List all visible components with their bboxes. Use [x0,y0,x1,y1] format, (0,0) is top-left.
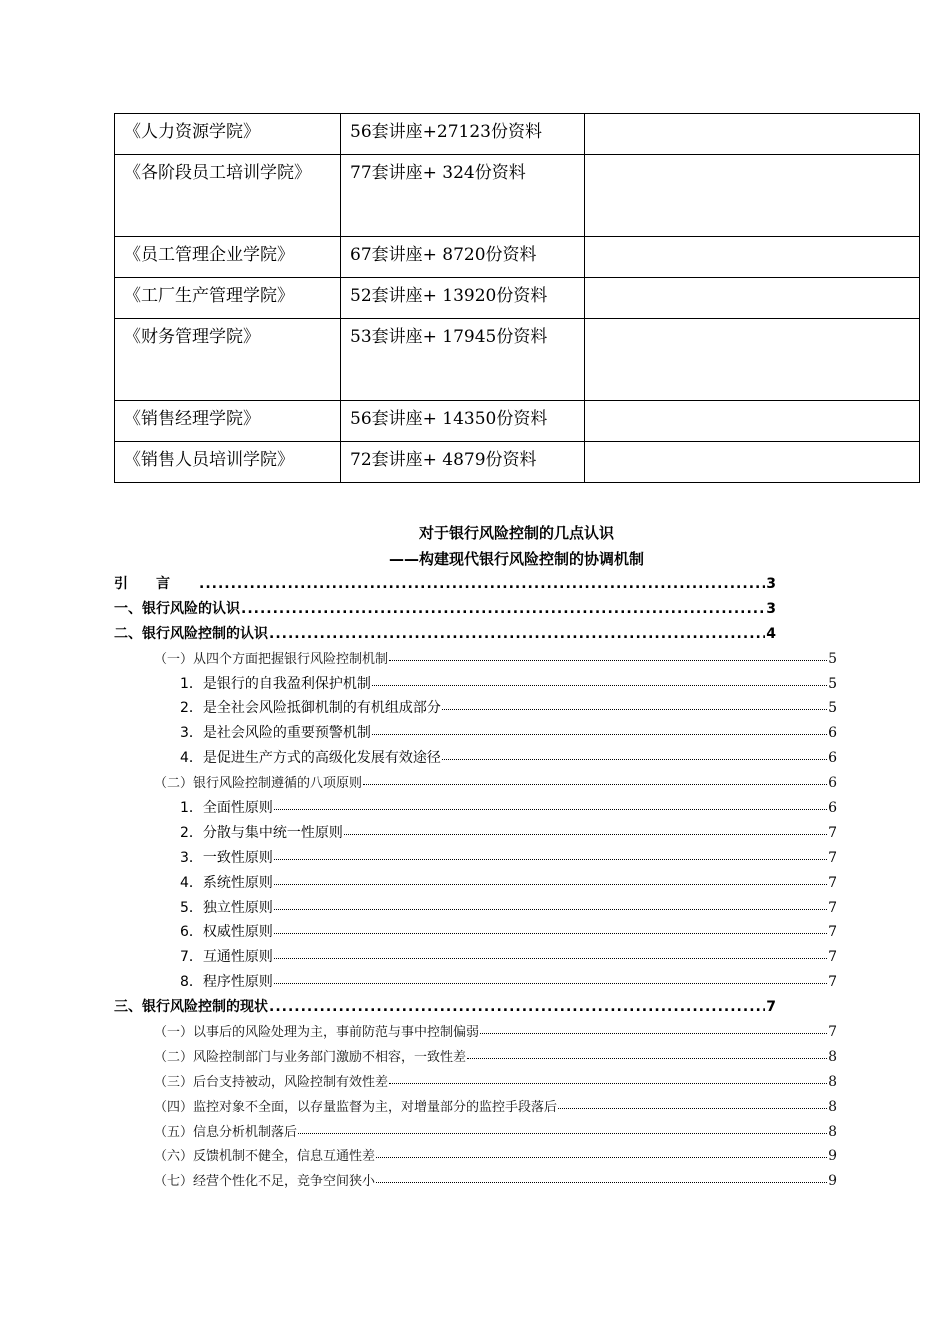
toc-leader-dots [376,1146,827,1160]
empty-cell [585,155,920,237]
toc-entry-label: 引言 [114,576,198,592]
toc-page-number: 6 [828,750,837,767]
toc-entry-label: 一、银行风险的认识 [114,600,240,617]
course-catalog-table [114,113,920,483]
toc-page-number: 9 [828,1173,837,1190]
toc-leader-dots [376,1171,827,1185]
course-detail-cell: 56套讲座+27123份资料 [341,114,585,155]
toc-entry-label: （一）以事后的风险处理为主，事前防范与事中控制偏弱 [154,1025,480,1041]
toc-entry-label: 3．是社会风险的重要预警机制 [180,725,371,742]
toc-page-number: 7 [828,1024,837,1041]
empty-cell [585,319,920,401]
toc-page-number: 7 [766,999,776,1016]
toc-page-number: 6 [828,775,837,792]
table-row [115,155,920,237]
toc-entry-label: 8．程序性原则 [180,974,273,991]
toc-leader-dots [389,1072,827,1086]
toc-leader-dots [274,798,827,812]
toc-entry[interactable] [114,996,776,1021]
toc-entry-label: 4．是促进生产方式的高级化发展有效途径 [180,750,441,767]
toc-leader-dots [274,873,827,887]
table-row [115,114,920,155]
college-name-cell: 《销售人员培训学院》 [115,442,341,483]
toc-page-number: 7 [828,874,837,891]
toc-entry[interactable] [114,673,837,698]
toc-leader-dots [269,626,765,642]
table-row [115,319,920,401]
toc-entry-label: 三、银行风险控制的现状 [114,999,268,1016]
table-row [115,278,920,319]
toc-page-number: 5 [828,675,837,692]
toc-entry[interactable] [114,797,837,822]
toc-leader-dots [241,601,765,617]
toc-page-number: 5 [828,650,837,667]
toc-entry-label: （二）风险控制部门与业务部门激励不相容，一致性差 [154,1049,467,1065]
toc-page-number: 7 [828,924,837,941]
toc-entry[interactable] [114,697,837,722]
empty-cell [585,442,920,483]
toc-entry-label: 2．分散与集中统一性原则 [180,824,343,841]
toc-page-number: 4 [766,625,776,642]
toc-entry-label: （七）经营个性化不足，竞争空间狭小 [154,1174,376,1190]
table-of-contents [114,573,837,1195]
empty-cell [585,114,920,155]
toc-entry[interactable] [114,1096,837,1121]
college-name-cell: 《销售经理学院》 [115,401,341,442]
toc-page-number: 7 [828,899,837,916]
toc-entry[interactable] [114,1046,837,1071]
toc-leader-dots [372,674,827,688]
toc-page-number: 9 [828,1148,837,1165]
toc-page-number: 7 [828,849,837,866]
college-name-cell: 《财务管理学院》 [115,319,341,401]
toc-page-number: 8 [828,1123,837,1140]
toc-entry[interactable] [114,1021,837,1046]
toc-entry-label: 二、银行风险控制的认识 [114,625,268,642]
toc-leader-dots [442,748,827,762]
toc-leader-dots [467,1047,827,1061]
toc-entry[interactable] [114,1121,837,1146]
toc-page-number: 3 [766,576,776,592]
toc-page-number: 7 [828,824,837,841]
toc-leader-dots [274,947,827,961]
toc-leader-dots [274,848,827,862]
toc-entry[interactable] [114,822,837,847]
table-row [115,401,920,442]
toc-page-number: 8 [828,1073,837,1090]
toc-entry[interactable] [114,971,837,996]
course-detail-cell: 72套讲座+ 4879份资料 [341,442,585,483]
toc-page-number: 8 [828,1098,837,1115]
college-name-cell: 《人力资源学院》 [115,114,341,155]
toc-leader-dots [298,1122,827,1136]
toc-entry-label: 2．是全社会风险抵御机制的有机组成部分 [180,700,441,717]
toc-page-number: 8 [828,1048,837,1065]
toc-entry[interactable] [114,946,837,971]
toc-entry-label: 1．是银行的自我盈利保护机制 [180,675,371,692]
toc-entry[interactable] [114,872,837,897]
toc-entry[interactable] [114,921,837,946]
toc-entry-label: 4．系统性原则 [180,874,273,891]
empty-cell [585,237,920,278]
toc-page-number: 5 [828,700,837,717]
toc-entry[interactable] [114,772,837,797]
toc-entry[interactable] [114,722,837,747]
college-name-cell: 《员工管理企业学院》 [115,237,341,278]
empty-cell [585,401,920,442]
toc-entry-label: （五）信息分析机制落后 [154,1124,298,1140]
toc-entry-label: （四）监控对象不全面，以存量监督为主，对增量部分的监控手段落后 [154,1099,558,1115]
document-subtitle: ——构建现代银行风险控制的协调机制 [388,550,644,568]
toc-page-number: 7 [828,949,837,966]
college-name-cell: 《工厂生产管理学院》 [115,278,341,319]
toc-entry-label: 5．独立性原则 [180,899,273,916]
toc-entry-label: 3．一致性原则 [180,849,273,866]
toc-entry-label: 7．互通性原则 [180,949,273,966]
toc-leader-dots [274,898,827,912]
toc-leader-dots [274,922,827,936]
toc-page-number: 6 [828,725,837,742]
course-detail-cell: 56套讲座+ 14350份资料 [341,401,585,442]
toc-leader-dots [274,972,827,986]
course-detail-cell: 52套讲座+ 13920份资料 [341,278,585,319]
toc-page-number: 7 [828,974,837,991]
document-titles [114,520,919,572]
toc-leader-dots [199,576,765,592]
toc-leader-dots [363,773,827,787]
toc-leader-dots [269,999,765,1015]
table-row [115,237,920,278]
toc-page-number: 6 [828,800,837,817]
toc-leader-dots [442,698,827,712]
table-row [115,442,920,483]
toc-entry[interactable] [114,1170,837,1195]
toc-leader-dots [558,1097,827,1111]
toc-leader-dots [480,1022,827,1036]
empty-cell [585,278,920,319]
toc-entry[interactable] [114,747,837,772]
course-detail-cell: 67套讲座+ 8720份资料 [341,237,585,278]
toc-entry[interactable] [114,623,776,648]
toc-entry-intro[interactable] [114,573,776,598]
toc-entry-label: 1．全面性原则 [180,800,273,817]
toc-entry[interactable] [114,847,837,872]
toc-entry-label: （二）银行风险控制遵循的八项原则 [154,776,363,792]
toc-entry-label: （三）后台支持被动，风险控制有效性差 [154,1074,389,1090]
toc-entry-label: （六）反馈机制不健全，信息互通性差 [154,1149,376,1165]
toc-leader-dots [344,823,827,837]
toc-entry-label: 6．权威性原则 [180,924,273,941]
toc-entry[interactable] [114,897,837,922]
document-title: 对于银行风险控制的几点认识 [418,524,614,542]
toc-entry[interactable] [114,1071,837,1096]
toc-entry[interactable] [114,598,776,623]
course-detail-cell: 77套讲座+ 324份资料 [341,155,585,237]
college-name-cell: 《各阶段员工培训学院》 [115,155,341,237]
toc-leader-dots [389,649,827,663]
course-detail-cell: 53套讲座+ 17945份资料 [341,319,585,401]
toc-entry[interactable] [114,1145,837,1170]
toc-page-number: 3 [766,600,776,617]
toc-entry[interactable] [114,648,837,673]
toc-leader-dots [372,723,827,737]
toc-entry-label: （一）从四个方面把握银行风险控制机制 [154,651,389,667]
